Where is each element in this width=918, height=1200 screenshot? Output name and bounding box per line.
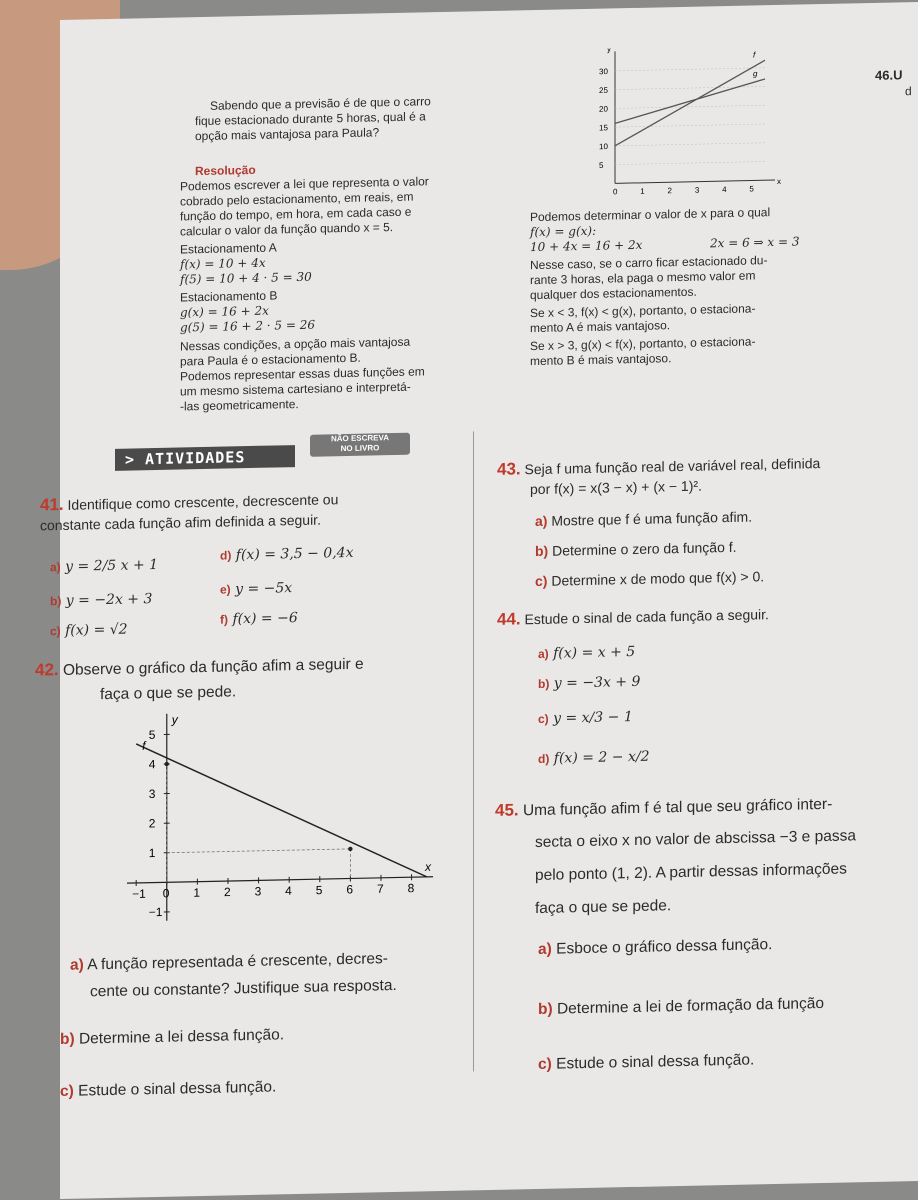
q41-item-c: c) f(x) = √2 (50, 621, 128, 641)
q42-chart (115, 700, 445, 932)
q45-b: b) Determine a lei de formação da função (538, 994, 824, 1019)
q42-y-tick: 5 (149, 728, 156, 742)
q42-y-label: y (171, 713, 179, 727)
tr-line-6: rante 3 horas, ela paga o mesmo valor em (530, 268, 755, 287)
q41 (40, 490, 338, 514)
activities-banner: > ATIVIDADES (115, 445, 295, 471)
mini-y-tick: 30 (599, 67, 608, 76)
q44-a: a) f(x) = x + 5 (538, 643, 635, 663)
q42-series-label: f (142, 739, 147, 753)
mini-y-tick: 25 (599, 86, 608, 95)
q42-x-tick: 8 (408, 881, 415, 895)
q42-x-tick: 2 (224, 885, 231, 899)
q42-x-tick: 0 (163, 886, 170, 900)
resolucao-heading: Resolução (195, 163, 256, 178)
q43-c: c) Determine x de modo que f(x) > 0. (535, 568, 764, 590)
q42-x-tick: −1 (132, 887, 146, 901)
q42-point (348, 847, 352, 851)
q44-d: d) f(x) = 2 − x/2 (538, 748, 649, 768)
mini-y-tick: 10 (599, 142, 608, 151)
q41-line-1: Identifique como crescente, decrescente ou (68, 491, 339, 513)
q44-b: b) y = −3x + 9 (538, 673, 640, 693)
mini-x-tick: 5 (749, 184, 754, 193)
resolucao-line-3: função do tempo, em hora, em cada caso e (180, 205, 411, 224)
mini-gridline (615, 68, 765, 71)
q42-line-2: faça o que se pede. (100, 682, 236, 704)
conclusion-line-1: Nessas condições, a opção mais vantajosa (180, 335, 410, 354)
q42-c: c) Estude o sinal dessa função. (60, 1077, 276, 1101)
q42-x-tick: 7 (377, 882, 384, 896)
est-b-title: Estacionamento B (180, 288, 277, 304)
q45-line-4: faça o que se pede. (535, 896, 671, 918)
mini-x-tick: 3 (695, 186, 700, 195)
page-fragment-2: d (905, 84, 912, 98)
q41-item-f: f) f(x) = −6 (220, 609, 298, 629)
q42-x-tick: 5 (316, 883, 323, 897)
tr-line-4: 2x = 6 ⇒ x = 3 (710, 235, 800, 251)
intro-line-2: fique estacionado durante 5 horas, qual é a (195, 109, 426, 128)
q44-c: c) y = x/3 − 1 (538, 708, 633, 728)
q42-line-1: Observe o gráfico da função afim a seguir e (63, 656, 364, 679)
q44-number: 44. (497, 609, 521, 628)
no-write-stamp (310, 433, 410, 457)
resolucao-line-1: Podemos escrever a lei que representa o valor (180, 174, 429, 193)
est-b-line-1: g(x) = 16 + 2x (180, 304, 269, 320)
tr-line-10: Se x > 3, g(x) < f(x), portanto, o estaciona- (530, 334, 755, 353)
mini-series-label-g: g (753, 69, 758, 78)
stamp-line-2: NO LIVRO (310, 443, 410, 455)
q43-line-2: por f(x) = x(3 − x) + (x − 1)². (530, 478, 702, 499)
q42-series-line (136, 738, 427, 883)
resolucao-line-4: calcular o valor da função quando x = 5. (180, 220, 393, 238)
q42-y-tick: 2 (149, 816, 156, 830)
column-divider (473, 431, 474, 1071)
q42-a: a) A função representada é crescente, decres- (70, 949, 388, 975)
q45 (495, 794, 832, 821)
q42-number: 42. (35, 660, 59, 679)
q45-line-3: pelo ponto (1, 2). A partir dessas informações (535, 860, 847, 886)
q41-item-d: d) f(x) = 3,5 − 0,4x (220, 544, 353, 565)
q41-line-2: constante cada função afim definida a seguir. (40, 512, 321, 535)
q42-x-tick: 4 (285, 884, 292, 898)
q43-a: a) Mostre que f é uma função afim. (535, 509, 752, 531)
q42-y-tick: 1 (149, 846, 156, 860)
q45-line-1: Uma função afim f é tal que seu gráfico inter- (523, 796, 832, 819)
mini-y-tick: 20 (599, 105, 608, 114)
conclusion-line-4: um mesmo sistema cartesiano e interpretá- (180, 380, 411, 399)
tr-line-5: Nesse caso, se o carro ficar estacionado du- (530, 253, 767, 272)
q42-point (165, 762, 169, 766)
est-b-line-2: g(5) = 16 + 2 · 5 = 26 (180, 318, 315, 335)
tr-line-2: f(x) = g(x): (530, 224, 596, 239)
mini-x-tick: 0 (613, 187, 618, 196)
mini-y-tick: 5 (599, 161, 604, 170)
mini-gridline (615, 124, 765, 127)
q42-a-cont: cente ou constante? Justifique sua resposta. (90, 976, 397, 1001)
mini-series-line-f (615, 60, 765, 146)
resolucao-line-2: cobrado pelo estacionamento, em reais, em (180, 190, 413, 209)
q42 (35, 654, 364, 681)
stamp-line-1: NÃO ESCREVA (310, 433, 410, 445)
q45-c: c) Estude o sinal dessa função. (538, 1050, 754, 1074)
q43-b: b) Determine o zero da função f. (535, 539, 737, 560)
intro-line-3: opção mais vantajosa para Paula? (195, 125, 379, 143)
page-fragment: 46.U (875, 67, 902, 83)
mini-gridline (615, 143, 765, 146)
mini-gridline (615, 161, 765, 164)
conclusion-line-2: para Paula é o estacionamento B. (180, 351, 361, 369)
conclusion-line-5: -las geometricamente. (180, 397, 299, 413)
q42-x-label: x (424, 860, 432, 874)
tr-line-11: mento B é mais vantajoso. (530, 351, 671, 368)
q45-a: a) Esboce o gráfico dessa função. (538, 935, 772, 959)
mini-y-tick: 15 (599, 123, 608, 132)
tr-line-8: Se x < 3, f(x) < g(x), portanto, o estaciona- (530, 301, 755, 320)
mini-y-label: y (607, 45, 611, 54)
est-a-line-1: f(x) = 10 + 4x (180, 256, 266, 272)
q43-line-1: Seja f uma função real de variável real, definida (525, 455, 821, 477)
q41-item-a: a) y = 2/5 x + 1 (50, 556, 158, 576)
est-a-title: Estacionamento A (180, 240, 277, 256)
conclusion-line-3: Podemos representar essas duas funções em (180, 364, 425, 383)
q41-item-e: e) y = −5x (220, 579, 292, 599)
q42-y-tick: −1 (149, 905, 163, 919)
q43 (497, 454, 820, 479)
mini-x-tick: 4 (722, 185, 727, 194)
tr-line-3: 10 + 4x = 16 + 2x (530, 238, 642, 254)
q42-y-tick: 3 (149, 787, 156, 801)
q42-x-tick: 1 (193, 886, 200, 900)
mini-x-tick: 2 (668, 186, 673, 195)
q42-y-tick: 4 (149, 757, 156, 771)
q42-x-axis (127, 877, 433, 883)
mini-x-label: x (777, 177, 781, 186)
textbook-page (60, 2, 918, 1199)
q44 (497, 605, 769, 629)
mini-gridline (615, 86, 765, 89)
tr-line-7: qualquer dos estacionamentos. (530, 285, 697, 302)
q45-line-2: secta o eixo x no valor de abscissa −3 e passa (535, 826, 856, 852)
mini-x-tick: 1 (640, 187, 645, 196)
q41-number: 41. (40, 495, 64, 514)
q42-x-tick: 6 (346, 882, 353, 896)
est-a-line-2: f(5) = 10 + 4 · 5 = 30 (180, 270, 312, 287)
q45-number: 45. (495, 800, 519, 819)
mini-series-label-f: f (753, 50, 756, 59)
q43-number: 43. (497, 459, 521, 478)
mini-gridline (615, 105, 765, 108)
tr-line-1: Podemos determinar o valor de x para o qual (530, 205, 770, 224)
q41-item-b: b) y = −2x + 3 (50, 590, 152, 610)
q42-guide-h (167, 849, 351, 853)
q44-text: Estude o sinal de cada função a seguir. (525, 606, 769, 627)
q42-x-tick: 3 (255, 884, 262, 898)
mini-chart (585, 45, 785, 199)
q42-b: b) Determine a lei dessa função. (60, 1025, 284, 1049)
mini-series-line-g (615, 79, 765, 123)
intro-line-1: Sabendo que a previsão é de que o carro (210, 94, 431, 113)
tr-line-9: mento A é mais vantajoso. (530, 318, 670, 335)
mini-x-axis (615, 180, 775, 183)
